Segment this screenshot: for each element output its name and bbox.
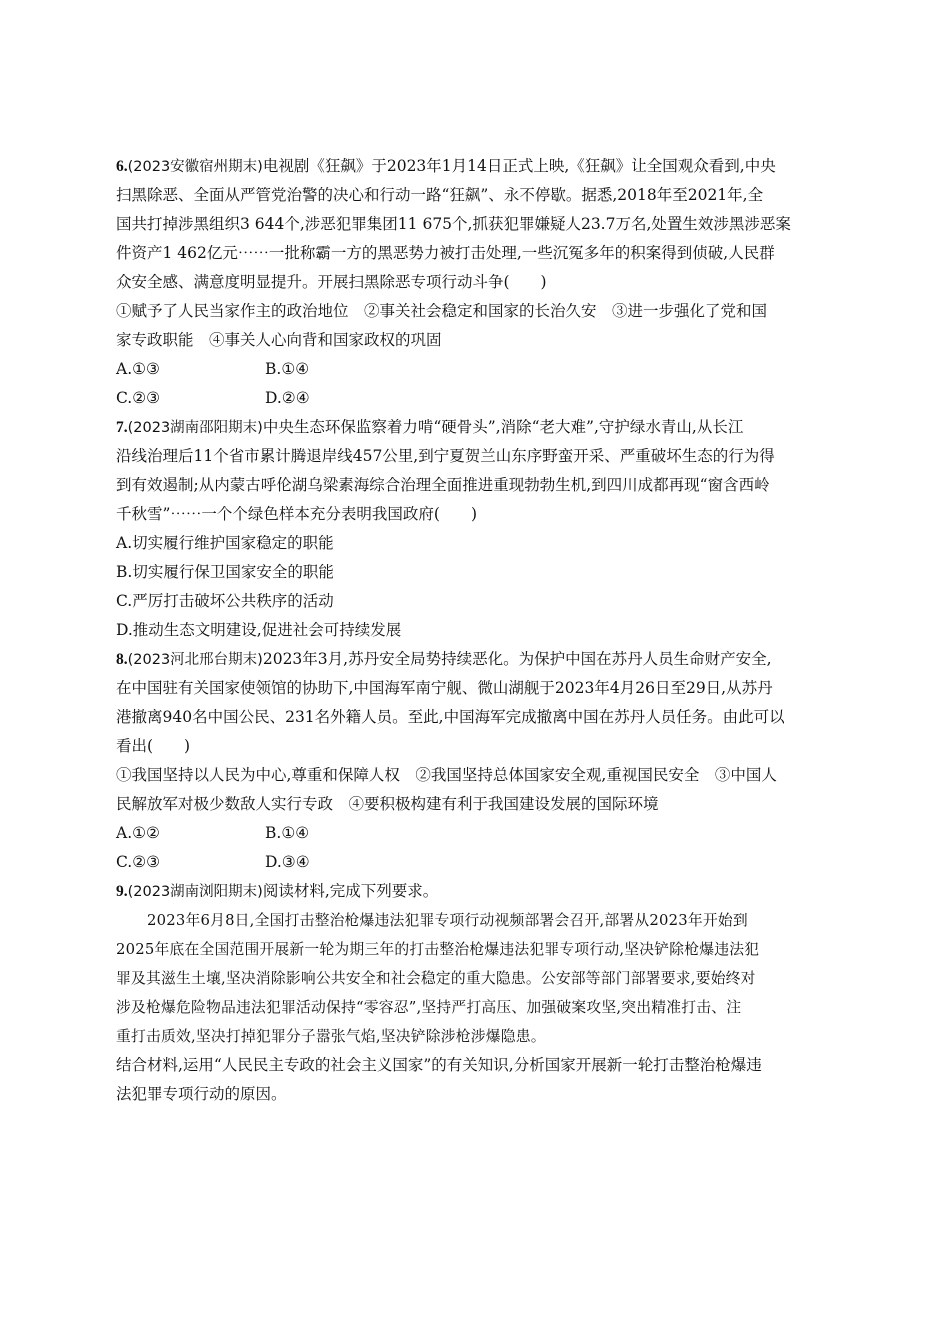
option-d: D.③④ (265, 853, 310, 871)
question-stem-line: 扫黑除恶、全面从严管党治警的决心和行动一路“狂飙”、永不停歇。据悉,2018年至2021年,全 (116, 186, 764, 204)
question-source: (2023河北邢台期末) (127, 652, 263, 668)
question-stem-line: 到有效遏制;从内蒙古呼伦湖乌梁素海综合治理全面推进重现勃勃生机,到四川成都再现“窗含西岭 (116, 476, 770, 494)
option-b: B.①④ (265, 824, 310, 842)
question-stem-line: 7.(2023湖南邵阳期末)中央生态环保监察着力啃“硬骨头”,消除“老大难”,守护绿水青山,从长江 (116, 418, 744, 436)
material-line: 罪及其滋生土壤,坚决消除影响公共安全和社会稳定的重大隐患。公安部等部门部署要求,要始终对 (116, 970, 756, 987)
question-stem-line: 沿线治理后11个省市累计腾退岸线457公里,到宁夏贺兰山东序野蛮开采、严重破坏生态的行为得 (116, 447, 775, 465)
requirement-line: 结合材料,运用“人民民主专政的社会主义国家”的有关知识,分析国家开展新一轮打击整治枪爆违 (116, 1056, 762, 1074)
question-stem-line: 6.(2023安徽宿州期末)电视剧《狂飙》于2023年1月14日正式上映,《狂飙》让全国观众看到,中央 (116, 157, 776, 175)
question-8 (116, 645, 836, 877)
option-d: D.推动生态文明建设,促进社会可持续发展 (116, 621, 402, 639)
option-b: B.切实履行保卫国家安全的职能 (116, 563, 334, 581)
option-b: B.①④ (265, 360, 310, 378)
material-line: 2023年6月8日,全国打击整治枪爆违法犯罪专项行动视频部署会召开,部署从2023年开始到 (147, 912, 748, 929)
question-number: 6. (116, 158, 128, 175)
question-number: 7. (116, 419, 128, 436)
question-stem-line: 件资产1 462亿元⋯⋯一批称霸一方的黑恶势力被打击处理,一些沉冤多年的积案得到侦破,人民群 (116, 244, 775, 262)
question-source: (2023湖南浏阳期末) (127, 884, 263, 900)
option-row (116, 384, 836, 413)
option-row (116, 848, 836, 877)
question-stem-line: 千秋雪”⋯⋯一个个绿色样本充分表明我国政府( ) (116, 505, 478, 523)
option-a: A.①③ (116, 360, 160, 378)
question-list (116, 152, 836, 1109)
question-stem-line: 8.(2023河北邢台期末)2023年3月,苏丹安全局势持续恶化。为保护中国在苏丹人员生命财产安全, (116, 650, 772, 668)
question-source: (2023湖南邵阳期末) (127, 420, 263, 436)
material-line: 重打击质效,坚决打掉犯罪分子嚣张气焰,坚决铲除涉枪涉爆隐患。 (116, 1028, 546, 1045)
question-number: 9. (116, 883, 128, 900)
option-row (116, 355, 836, 384)
option-a: A.①② (116, 824, 160, 842)
material-line: 涉及枪爆危险物品违法犯罪活动保持“零容忍”,坚持严打高压、加强破案攻坚,突出精准打击、注 (116, 999, 742, 1016)
question-source: (2023安徽宿州期末) (127, 159, 263, 175)
statement-line: 民解放军对极少数敌人实行专政 ④要积极构建有利于我国建设发展的国际环境 (116, 795, 659, 813)
option-d: D.②④ (265, 389, 310, 407)
option-c: C.②③ (116, 389, 161, 407)
question-stem-line: 在中国驻有关国家使领馆的协助下,中国海军南宁舰、微山湖舰于2023年4月26日至29日,从苏丹 (116, 679, 773, 697)
question-9 (116, 877, 836, 1109)
option-c: C.②③ (116, 853, 161, 871)
question-stem-line: 众安全感、满意度明显提升。开展扫黑除恶专项行动斗争( ) (116, 273, 547, 291)
reading-material (116, 906, 836, 1051)
question-7 (116, 413, 836, 645)
option-c: C.严厉打击破坏公共秩序的活动 (116, 592, 334, 610)
option-row (116, 819, 836, 848)
material-line: 2025年底在全国范围开展新一轮为期三年的打击整治枪爆违法犯罪专项行动,坚决铲除枪爆违法犯 (116, 941, 760, 958)
requirement-line: 法犯罪专项行动的原因。 (116, 1085, 287, 1103)
question-stem-line: 港撤离940名中国公民、231名外籍人员。至此,中国海军完成撤离中国在苏丹人员任务。由此可以 (116, 708, 785, 726)
question-stem-line: 9.(2023湖南浏阳期末)阅读材料,完成下列要求。 (116, 882, 439, 900)
question-stem-line: 国共打掉涉黑组织3 644个,涉恶犯罪集团11 675个,抓获犯罪嫌疑人23.7万名,处置生效涉黑涉恶案 (116, 215, 791, 233)
statement-line: ①我国坚持以人民为中心,尊重和保障人权 ②我国坚持总体国家安全观,重视国民安全 ③中国人 (116, 766, 777, 784)
statement-line: 家专政职能 ④事关人心向背和国家政权的巩固 (116, 331, 442, 349)
option-a: A.切实履行维护国家稳定的职能 (116, 534, 334, 552)
question-6 (116, 152, 836, 413)
question-stem-line: 看出( ) (116, 737, 191, 755)
statement-line: ①赋予了人民当家作主的政治地位 ②事关社会稳定和国家的长治久安 ③进一步强化了党和国 (116, 302, 768, 320)
question-number: 8. (116, 651, 128, 668)
